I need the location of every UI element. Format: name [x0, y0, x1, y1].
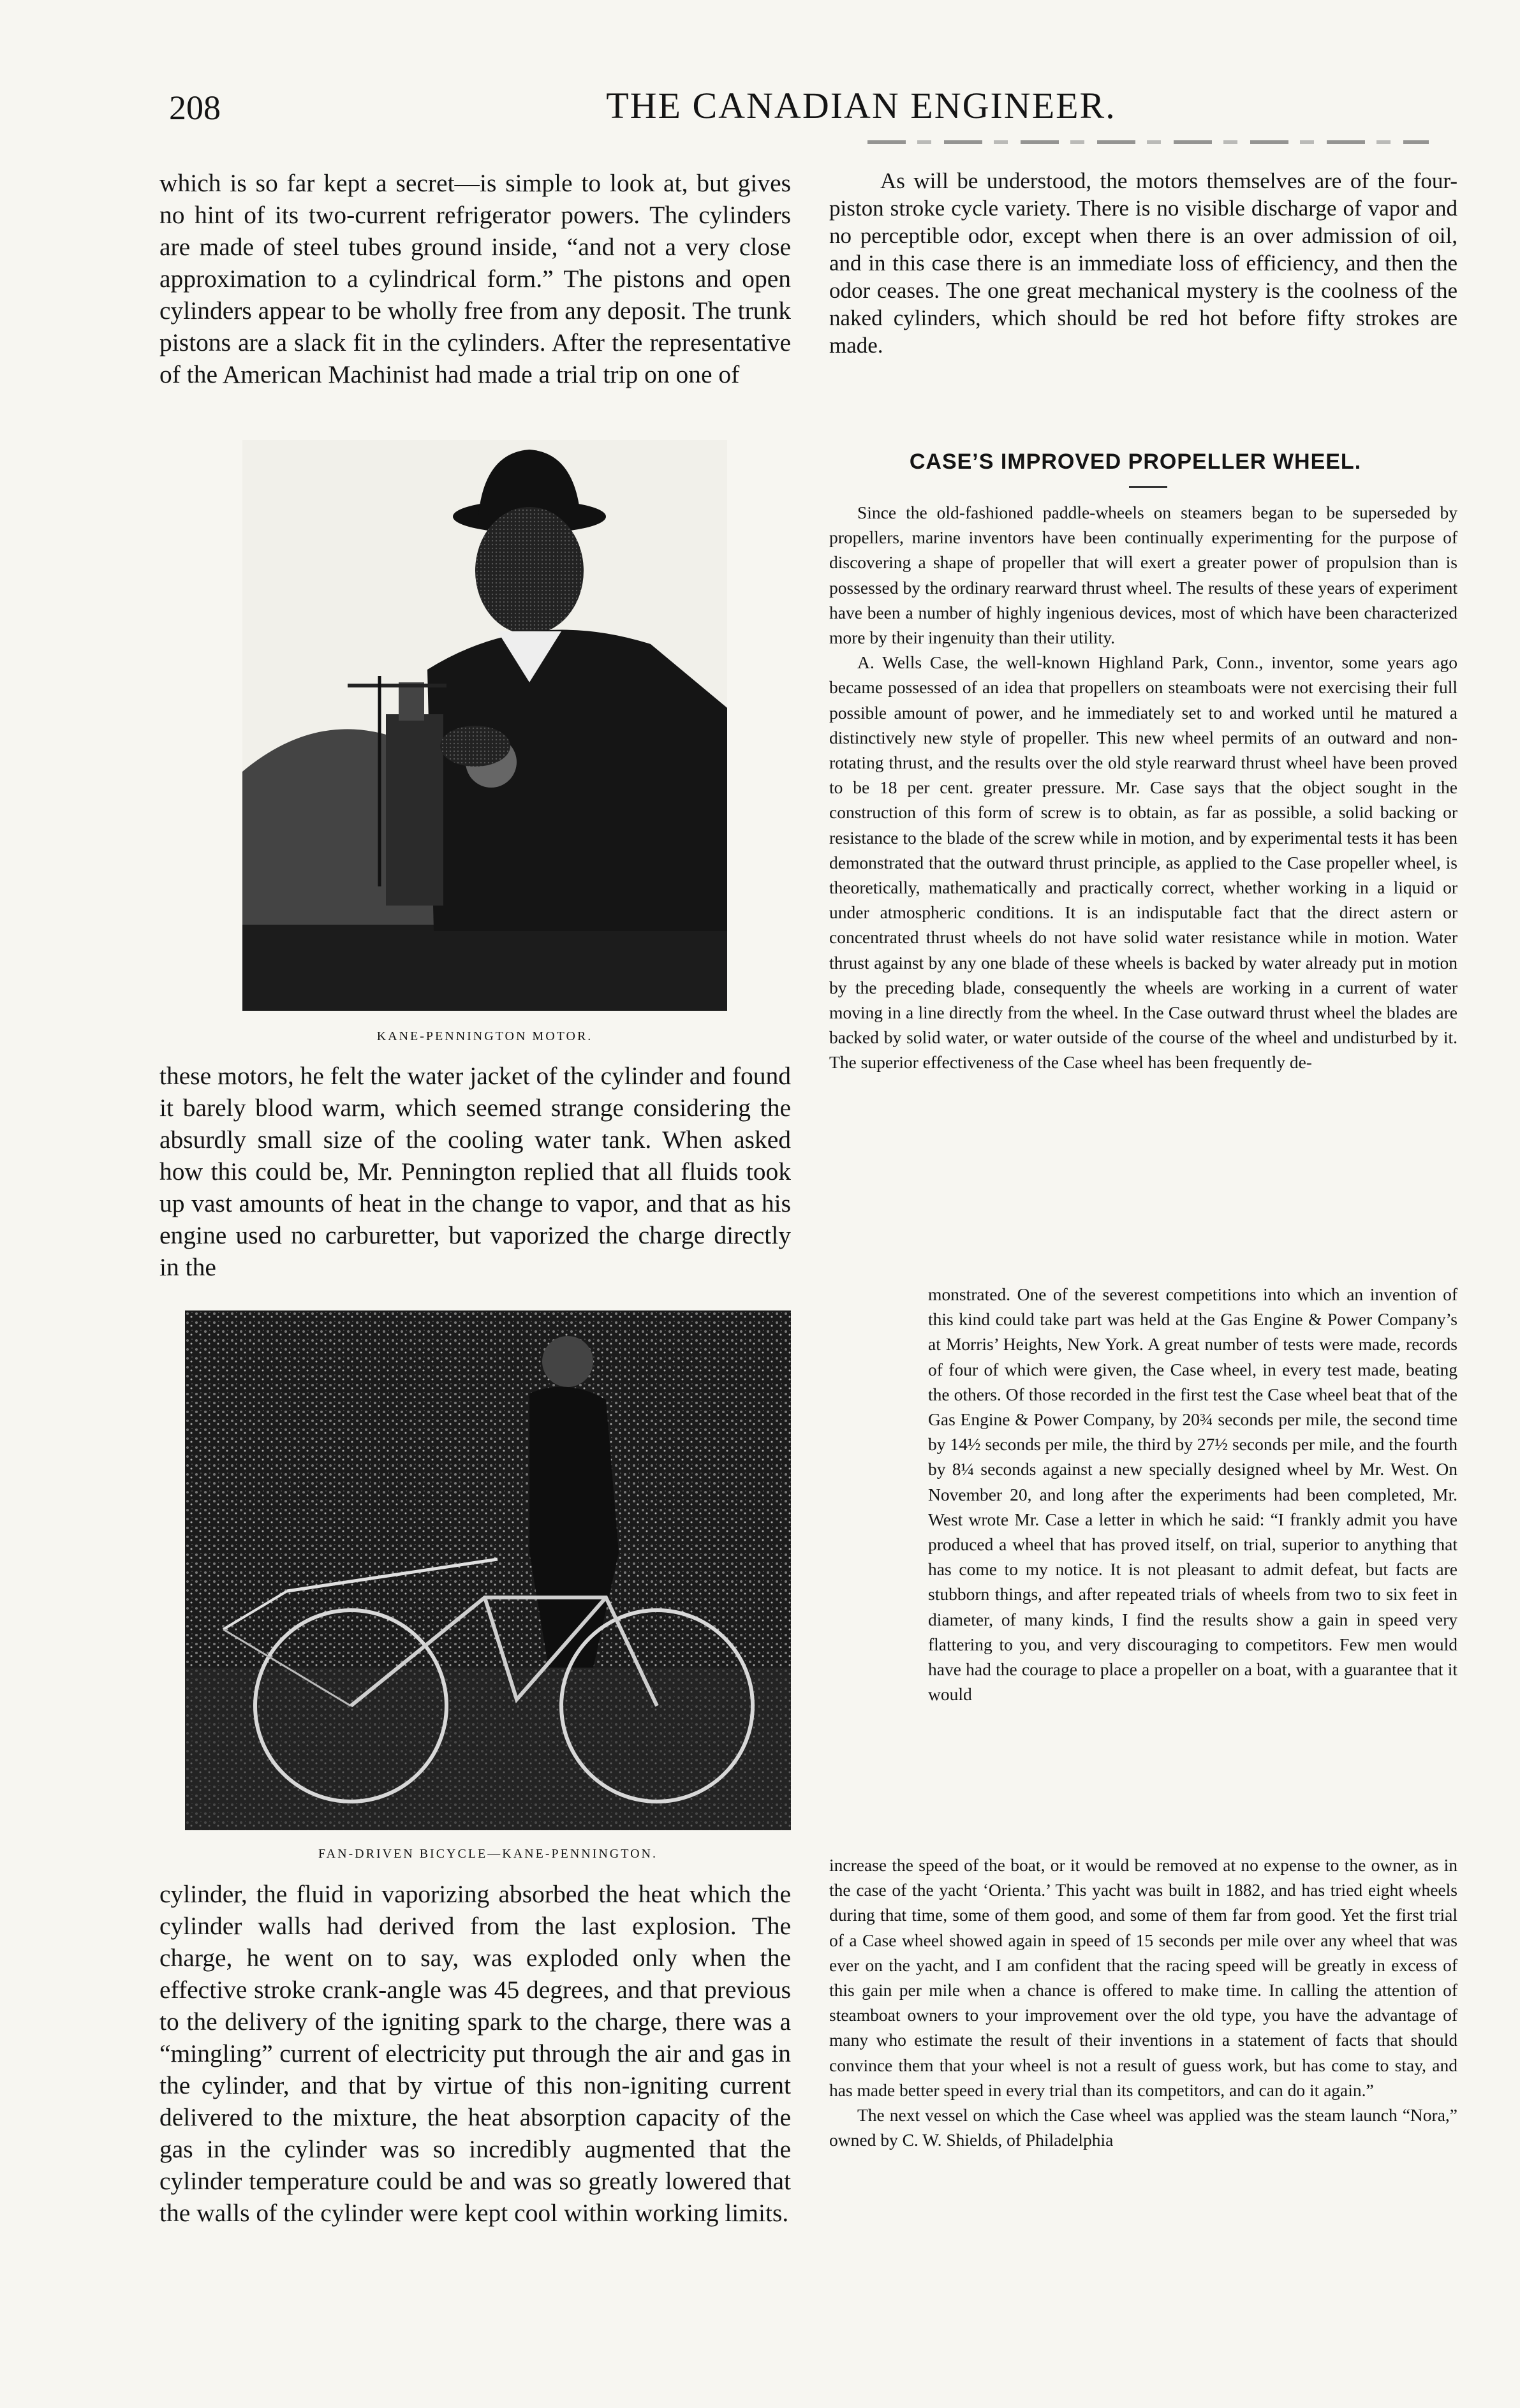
article-paragraph-2-rest: increase the speed of the boat, or it would be removed at no expense to the owner, as in the case of the yacht ‘Orienta.’ This yacht was built in 1882, and has tried eight wheels during that time, some of them good, and some of them far from good. Yet the first trial of a Case wheel showed again in speed of 15 seconds per mile over any wheel that was ever on the yacht, and I am confident that the racing speed will be greatly in excess of this gain per mile when a chance is offered to make time. In calling the attention of steamboat owners to your improvement over the old type, you have the advantage of many who estimate the result of their inventions in a statement of facts that should convince them that your wheel is not a result of guess work, but has come to stay, and has made better speed in every trial than its competitors, and can do it again.”	[829, 1855, 1457, 2100]
left-top-paragraph: which is so far kept a secret—is simple to look at, but gives no hint of its two-current refrigerator powers. The cylinders are made of steel tubes ground inside, “and not a very close approximation to a cylindrical form.” The pistons and open cylinders appear to be wholly free from any deposit. The trunk pistons are a slack fit in the cylinders. After the representative of the American Machinist had made a trial trip on one of	[159, 169, 791, 388]
figure1-caption: KANE-PENNINGTON MOTOR.	[376, 1029, 593, 1043]
right-top-paragraph: As will be understood, the motors themselves are of the four-piston stroke cycle variety. There is no visible discharge of vapor and no perceptible odor, except when there is an over admission of oil, and in this case there is an immediate loss of efficiency, and then the odor ceases. The one great mechanical mystery is the coolness of the naked cylinders, which should be red hot before fifty strokes are made.	[829, 168, 1457, 358]
article-body-top	[829, 500, 1457, 1075]
left-middle-paragraph: these motors, he felt the water jacket of the cylinder and found it barely blood warm, which seemed strange considering the absurdly small size of the cooling water tank. When asked how this could be, Mr. Pennington replied that all fluids took up vast amounts of heat in the change to vapor, and that as his engine used no carburetter, but vaporized the charge directly in the	[159, 1062, 791, 1281]
page-number: 208	[169, 89, 221, 127]
figure2-caption: FAN-DRIVEN BICYCLE—KANE-PENNINGTON.	[318, 1847, 658, 1861]
article-heading: CASE’S IMPROVED PROPELLER WHEEL.	[909, 450, 1362, 474]
fan-driven-bicycle-photo	[185, 1310, 791, 1830]
article-paragraph-2-wrap: monstrated. One of the severest competitions into which an invention of this kind could take part was held at the Gas Engine & Power Company’s at Morris’ Heights, New York. A great number of tests were made, records of four of which were given, the Case wheel, in every test made, beating the others. Of those recorded in the first test the Case wheel beat that of the Gas Engine & Power Company, by 20¾ seconds per mile, the second time by 14½ seconds per mile, the third by 27½ seconds per mile, and the fourth by 8¼ seconds against a new specially designed wheel by Mr. West. On November 20, and long after the experiments had been completed, Mr. West wrote Mr. Case a letter in which he said: “I frankly admit you have produced a wheel that has proved itself, on trial, superior to anything that has come to my notice. It is not pleasant to admit defeat, but facts are stubborn things, and after repeated trials of wheels from two to six feet in diameter, of many kinds, I find the results show a gain in speed very flattering to you, and very discouraging to competitors. Few men would have had the courage to place a propeller on a boat, with a guarantee that it would	[928, 1284, 1457, 1705]
running-title: THE CANADIAN ENGINEER.	[606, 85, 1116, 126]
kane-pennington-motor-photo	[242, 440, 727, 1011]
left-bottom-paragraph: cylinder, the fluid in vaporizing absorbed the heat which the cylinder walls had derived from the last explosion. The charge, he went on to say, was exploded only when the effective stroke crank-angle was 45 degrees, and that previous to the delivery of the igniting spark to the charge, there was a “mingling” current of electricity put through the air and gas in the cylinder, and that by virtue of this non-igniting current delivered to the mixture, the heat absorption capacity of the gas in the cylinder was so incredibly augmented that the cylinder temperature could be and was so greatly lowered that the walls of the cylinder were kept cool within working limits.	[159, 1880, 791, 2227]
article-paragraph-2: A. Wells Case, the well-known Highland Park, Conn., inventor, some years ago became possessed of an idea that propellers on steamboats were not exercising their full possible amount of power, and he immediately set to and worked until he matured a distinctively new style of propeller. This new wheel permits of an outward and non-rotating thrust, and the results over the old style rearward thrust wheel have been proved to be 18 per cent. greater pressure. Mr. Case says that the object sought in the construction of this form of screw is to obtain, as far as possible, a solid backing or resistance to the blade of the screw while in motion, and by experimental tests it has been demonstrated that the outward thrust principle, as applied to the Case propeller wheel, is theoretically, mathematically and practically correct, whether working in a liquid or under atmospheric conditions. It is an indisputable fact that the direct astern or concentrated thrust wheels do not have solid water resistance while in motion. Water thrust against by any one blade of these wheels is backed by water already put in motion by the preceding blade, consequently the wheels are working in a current of water moving in a line directly from the wheel. In the Case outward thrust wheel the blades are backed by solid water, or water outside of the course of the wheel and undisturbed by it. The superior effectiveness of the Case wheel has been frequently de-	[829, 652, 1457, 1073]
article-paragraph-1: Since the old-fashioned paddle-wheels on steamers began to be superseded by propellers, marine inventors have been continually experimenting for the purpose of discovering a shape of propeller that will exert a greater power of propulsion than is possessed by the ordinary rearward thrust wheel. The results of these years of experiment have been a number of highly ingenious devices, most of which have been characterized more by their ingenuity than their utility.	[829, 503, 1457, 648]
header-rule	[867, 140, 1429, 144]
article-body-wrap	[928, 1282, 1457, 1707]
article-body-bottom	[829, 1853, 1457, 2152]
article-paragraph-3: The next vessel on which the Case wheel was applied was the steam launch “Nora,” owned by C. W. Shields, of Philadelphia	[829, 2105, 1457, 2150]
heading-rule	[1129, 486, 1167, 488]
